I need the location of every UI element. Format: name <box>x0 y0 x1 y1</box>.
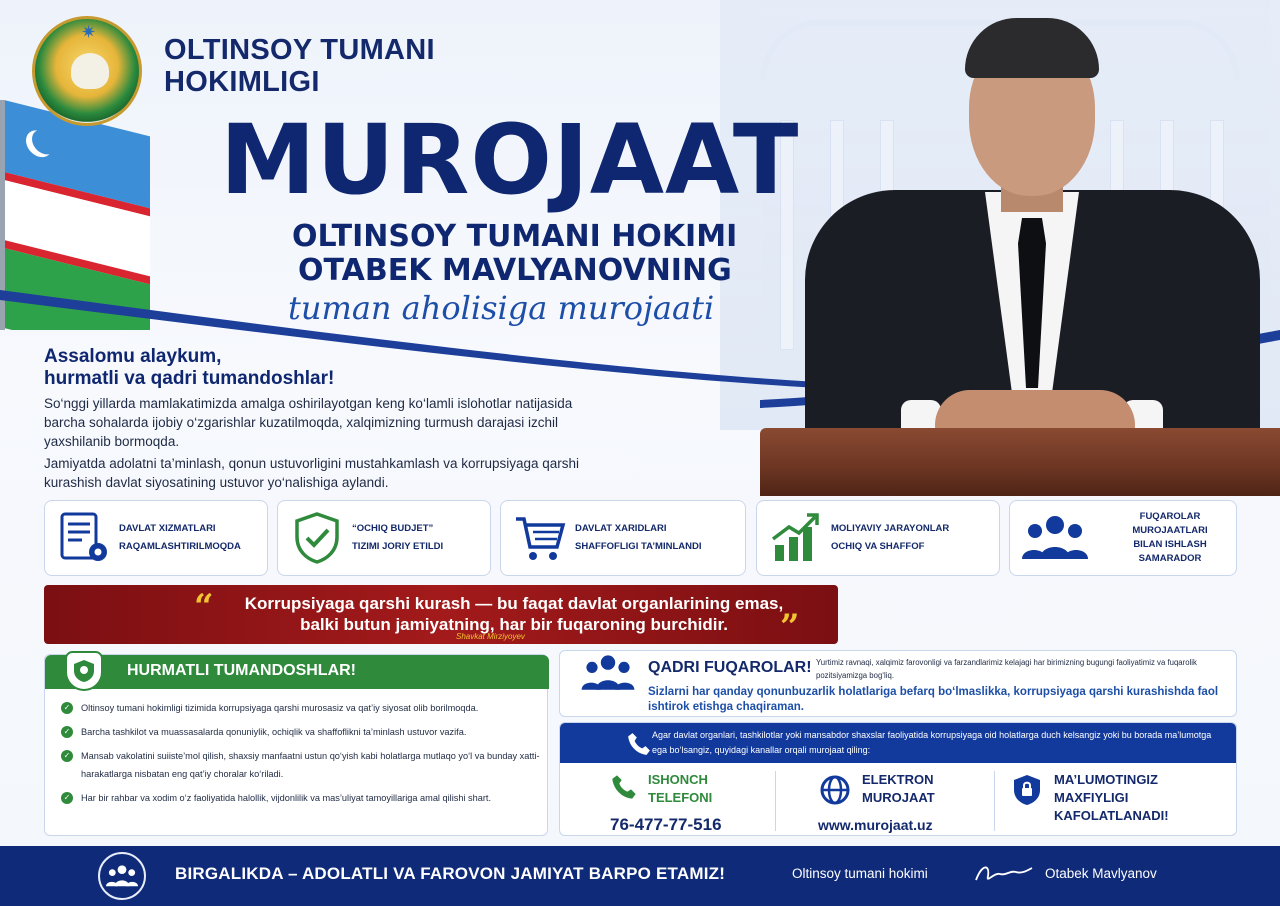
intro-paragraph-1: So‘nggi yillarda mamlakatimizda amalga oshirilayotgan keng ko‘lamli islohotlar natijasida barcha sohalarda ijobiy o‘zgarishlar kuzatilmoqda, xalqimizning turmush darajasi izchil yaxshilanib bormoqda. <box>44 396 573 449</box>
hotline-label-line-1: ISHONCH <box>648 772 708 787</box>
subtitle-line-1: OLTINSOY TUMANI HOKIMI <box>292 219 738 254</box>
portrait-hair <box>965 18 1099 78</box>
feature-label <box>831 520 949 556</box>
coat-of-arms-shield-icon <box>65 651 103 691</box>
online-label-line-2: MUROJAAT <box>862 790 935 805</box>
greeting-line-1: Assalomu alaykum, <box>44 346 222 367</box>
greeting-heading <box>44 346 334 390</box>
feature-card-digital-services <box>44 500 268 576</box>
emblem-star-icon: ✷ <box>81 22 97 42</box>
feature-label <box>575 520 701 556</box>
privacy-guarantee <box>1012 771 1222 833</box>
feature-label <box>352 520 443 556</box>
online-appeal-link[interactable]: www.murojaat.uz <box>818 817 933 833</box>
feature-label-line-1: “OCHIQ BUDJET” <box>352 523 434 534</box>
contact-intro-text: Agar davlat organlari, tashkilotlar yoki mansabdor shaxslar faoliyatida korrupsiyaga oid holatlarga duch kelsangiz yoki bu borada ma’lumotga ega bo‘lsangiz, quyidagi kanallar orqali murojaat qiling: <box>652 730 1212 755</box>
privacy-line-1: MA’LUMOTINGIZ <box>1054 772 1158 787</box>
list-item-text: Barcha tashkilot va muassasalarda qonuniylik, ochiqlik va shaffoflikni ta’minlash ustuvor vazifa. <box>81 727 467 737</box>
divider <box>775 771 776 831</box>
feature-card-public-procurement <box>500 500 746 576</box>
appeal-body: Sizlarni har qanday qonunbuzarlik holatlariga befarq bo‘lmaslikka, korrupsiyaga qarshi kurashishda faol ishtirok etishga chaqiraman. <box>648 686 1219 713</box>
divider <box>994 771 995 831</box>
notice-list <box>61 699 541 813</box>
feature-label-line-2: MUROJAATLARI <box>1132 525 1208 536</box>
phone-icon <box>610 773 638 806</box>
privacy-label <box>1054 771 1169 825</box>
appeal-card <box>559 650 1237 717</box>
contact-channels-card <box>559 722 1237 836</box>
growth-chart-icon <box>767 509 825 567</box>
globe-icon <box>820 775 850 810</box>
hotline-number[interactable]: 76-477-77-516 <box>610 815 722 834</box>
shopping-cart-icon <box>511 509 569 567</box>
feature-label-line-2: OCHIQ VA SHAFFOF <box>831 541 925 552</box>
list-item <box>61 747 541 783</box>
list-item-text: Har bir rahbar va xodim o‘z faoliyatida halollik, vijdonlilik va mas’uliyat tamoyillariga amal qilishi shart. <box>81 793 492 803</box>
quote-line-2: balki butun jamiyatning, har bir fuqaroning burchidir. <box>300 615 728 634</box>
org-line-1: OLTINSOY TUMANI <box>164 34 435 66</box>
privacy-line-2: MAXFIYLIGI <box>1054 790 1129 805</box>
crescent-icon <box>26 127 52 159</box>
list-item <box>61 789 541 807</box>
footer-bar <box>0 846 1280 906</box>
feature-label <box>1104 510 1236 566</box>
hotline-label-line-2: TELEFONI <box>648 790 713 805</box>
subtitle-line-3: tuman aholisiga murojaati <box>288 289 715 327</box>
document-gear-icon <box>55 509 113 567</box>
people-group-icon <box>1020 509 1090 567</box>
feature-label-line-2: SHAFFOFLIGI TA’MINLANDI <box>575 541 702 552</box>
contact-intro-bar <box>560 723 1237 763</box>
hotline-label <box>648 771 712 807</box>
footer-role: Oltinsoy tumani hokimi <box>792 866 928 881</box>
check-icon: ✓ <box>61 726 73 738</box>
list-item <box>61 723 541 741</box>
feature-label-line-1: DAVLAT XARIDLARI <box>575 523 667 534</box>
organization-name <box>164 34 435 98</box>
check-icon: ✓ <box>61 792 73 804</box>
check-icon: ✓ <box>61 702 73 714</box>
privacy-line-3: KAFOLATLANADI! <box>1054 808 1169 823</box>
feature-label-line-2: TIZIMI JORIY ETILDI <box>352 541 444 552</box>
community-logo-icon <box>98 852 146 900</box>
state-emblem-icon <box>32 16 142 126</box>
feature-card-open-budget <box>277 500 491 576</box>
online-appeal-channel[interactable] <box>818 771 998 833</box>
org-line-2: HOKIMLIGI <box>164 66 320 98</box>
open-quote-icon: “ <box>194 587 214 627</box>
intro-paragraph-2: Jamiyatda adolatni ta’minlash, qonun ustuvorligini mustahkamlash va korrupsiyaga qarshi kurashish davlat siyosatining ustuvor yo‘nalishiga aylandi. <box>44 456 580 490</box>
close-quote-icon: ” <box>780 607 800 647</box>
emblem-bird-icon <box>71 53 109 89</box>
appeal-title: QADRI FUQAROLAR! <box>648 659 812 676</box>
panel-title: HURMATLI TUMANDOSHLAR! <box>127 662 356 679</box>
shield-check-icon <box>288 509 346 567</box>
quote-line-1: Korrupsiyaga qarshi kurash — bu faqat davlat organlarining emas, <box>244 594 784 613</box>
feature-card-citizen-appeals <box>1009 500 1237 576</box>
list-item-text: Oltinsoy tumani hokimligi tizimida korrupsiyaga qarshi murosasiz va qat’iy siyosat olib borilmoqda. <box>81 703 479 713</box>
page-title: MUROJAAT <box>220 104 800 216</box>
quote-text <box>234 593 794 635</box>
quote-author: Shavkat Mirziyoyev <box>456 632 525 641</box>
phone-icon <box>626 731 652 762</box>
greeting-line-2: hurmatli va qadri tumandoshlar! <box>44 368 335 389</box>
list-item <box>61 699 541 717</box>
feature-card-financial-processes <box>756 500 1000 576</box>
panel-header <box>45 655 549 689</box>
appeal-side-text: Yurtimiz ravnaqi, xalqimiz farovonligi va farzandlarimiz kelajagi har birimizning bugungi faoliyatimiz va fuqarolik pozitsiyamizga bog‘liq. <box>816 658 1197 680</box>
feature-label-line-2: RAQAMLASHTIRILMOQDA <box>119 541 241 552</box>
subtitle-line-2: OTABEK MAVLYANOVNING <box>298 253 732 288</box>
official-portrait-image <box>805 12 1260 472</box>
signature-image <box>972 858 1034 896</box>
list-item-text: Mansab vakolatini suiiste’mol qilish, shaxsiy manfaatni ustun qo‘yish kabi holatlarga mutlaqo yo‘l va bunday xatti-harakatlarga nisbatan eng qat’iy choralar ko‘riladi. <box>81 751 540 779</box>
footer-slogan: BIRGALIKDA – ADOLATLI VA FAROVON JAMIYAT BARPO ETAMIZ! <box>175 864 726 883</box>
lock-shield-icon <box>1012 773 1042 812</box>
online-label-line-1: ELEKTRON <box>862 772 934 787</box>
online-appeal-label <box>862 771 935 807</box>
footer-name: Otabek Mavlyanov <box>1045 866 1157 881</box>
feature-label-line-1: MOLIYAVIY JARAYONLAR <box>831 523 950 534</box>
president-quote-banner <box>44 585 838 647</box>
desk-image <box>760 428 1280 496</box>
feature-label-line-3: BILAN ISHLASH SAMARADOR <box>1133 539 1207 564</box>
feature-label-line-1: FUQAROLAR <box>1139 511 1201 522</box>
people-group-icon <box>580 653 636 698</box>
hotline-channel[interactable] <box>610 771 780 833</box>
citizens-notice-panel <box>44 654 548 836</box>
feature-label <box>119 520 241 556</box>
feature-label-line-1: DAVLAT XIZMATLARI <box>119 523 216 534</box>
check-icon: ✓ <box>61 750 73 762</box>
